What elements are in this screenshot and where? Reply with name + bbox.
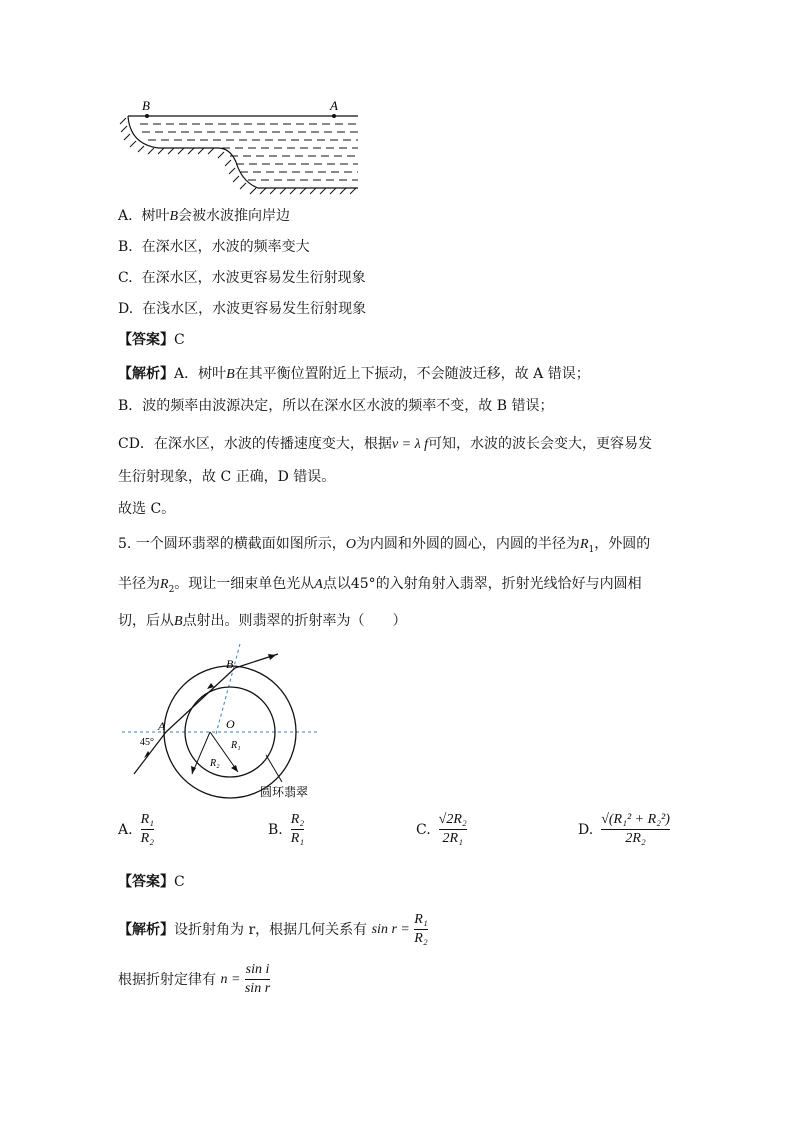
figure2-label-r2: R₂ — [210, 758, 220, 769]
figure2-caption: 圆环翡翠 — [260, 785, 309, 799]
q4-analysis-line4: 生衍射现象，故 C 正确，D 错误。 — [118, 469, 336, 485]
q4-analysis-line2: B．波的频率由波源决定，所以在深水区水波的频率不变，故 B 错误； — [118, 398, 554, 414]
q5-option-c-fraction: $\frac{\text{√2R₂}}{\text{2R₁}}$ — [438, 812, 467, 846]
q5-stem-line1: 5. 一个圆环翡翠的横截面如图所示，O为内圆和外圆的圆心，内圆的半径为$R_1$，外圆的 — [118, 536, 651, 555]
q4-analysis-line3: CD．在深水区，水波的传播速度变大，根据v = λ f可知，水波的波长会变大，更容易发 — [118, 436, 653, 452]
q4-option-d: D. 在浅水区，水波更容易发生衍射现象 — [118, 301, 367, 317]
q5-stem-line3: 切，后从B点射出。则翡翠的折射率为（ ） — [118, 613, 407, 629]
q5-option-a — [118, 812, 154, 847]
q5-stem-line2: 半径为$R_2$。现让一细束单色光从A点以45°的入射角射入翡翠，折射光线恰好与内圆相 — [118, 576, 642, 595]
figure2-label-a: A — [158, 719, 166, 733]
q5-option-a-letter: A. — [118, 821, 133, 838]
q4-analysis-line5: 故选 C。 — [118, 501, 176, 517]
q5-option-b-letter: B. — [268, 821, 283, 838]
figure1-label-b: B — [142, 98, 150, 113]
q5-option-b — [268, 812, 304, 847]
q4-option-a: A. 树叶B会被水波推向岸边 — [118, 208, 291, 224]
q5-analysis-line2: 根据折射定律有 n = $\frac{\text{sin i}}{\text{sin r}}$ — [118, 962, 271, 996]
figure2-label-angle: 45° — [140, 737, 154, 748]
q5-option-c-letter: C. — [416, 821, 431, 838]
q4-answer: 【答案】C — [118, 332, 185, 348]
jade-ring-figure — [118, 642, 328, 802]
q5-option-d-fraction: $\frac{\text{√(R₁² + R₂²)}}{\text{2R₂}}$ — [601, 812, 670, 846]
q5-answer: 【答案】C — [118, 874, 185, 890]
figure2-label-r1: R₁ — [231, 740, 241, 751]
figure2-label-o: O — [226, 717, 235, 731]
q5-option-c — [416, 812, 467, 847]
q5-option-d — [578, 812, 670, 847]
figure1-label-a: A — [330, 98, 338, 113]
q5-option-b-fraction: $\frac{\text{R₂}}{\text{R₁}}$ — [290, 812, 305, 846]
q4-analysis-line1: 【解析】A．树叶B在其平衡位置附近上下振动，不会随波迁移，故 A 错误； — [118, 366, 590, 382]
q4-option-b: B. 在深水区，水波的频率变大 — [118, 239, 310, 255]
figure2-label-b: B — [226, 657, 234, 671]
q5-option-a-fraction: $\frac{\text{R₁}}{\text{R₂}}$ — [140, 812, 154, 846]
q5-analysis-line1: 【解析】 设折射角为 r，根据几何关系有 sin r = $\frac{\text{R₁}}{\text{R₂}}$ — [118, 912, 428, 946]
water-depth-figure — [118, 96, 368, 200]
q5-option-d-letter: D. — [578, 821, 594, 838]
q4-option-c: C. 在深水区，水波更容易发生衍射现象 — [118, 270, 366, 286]
